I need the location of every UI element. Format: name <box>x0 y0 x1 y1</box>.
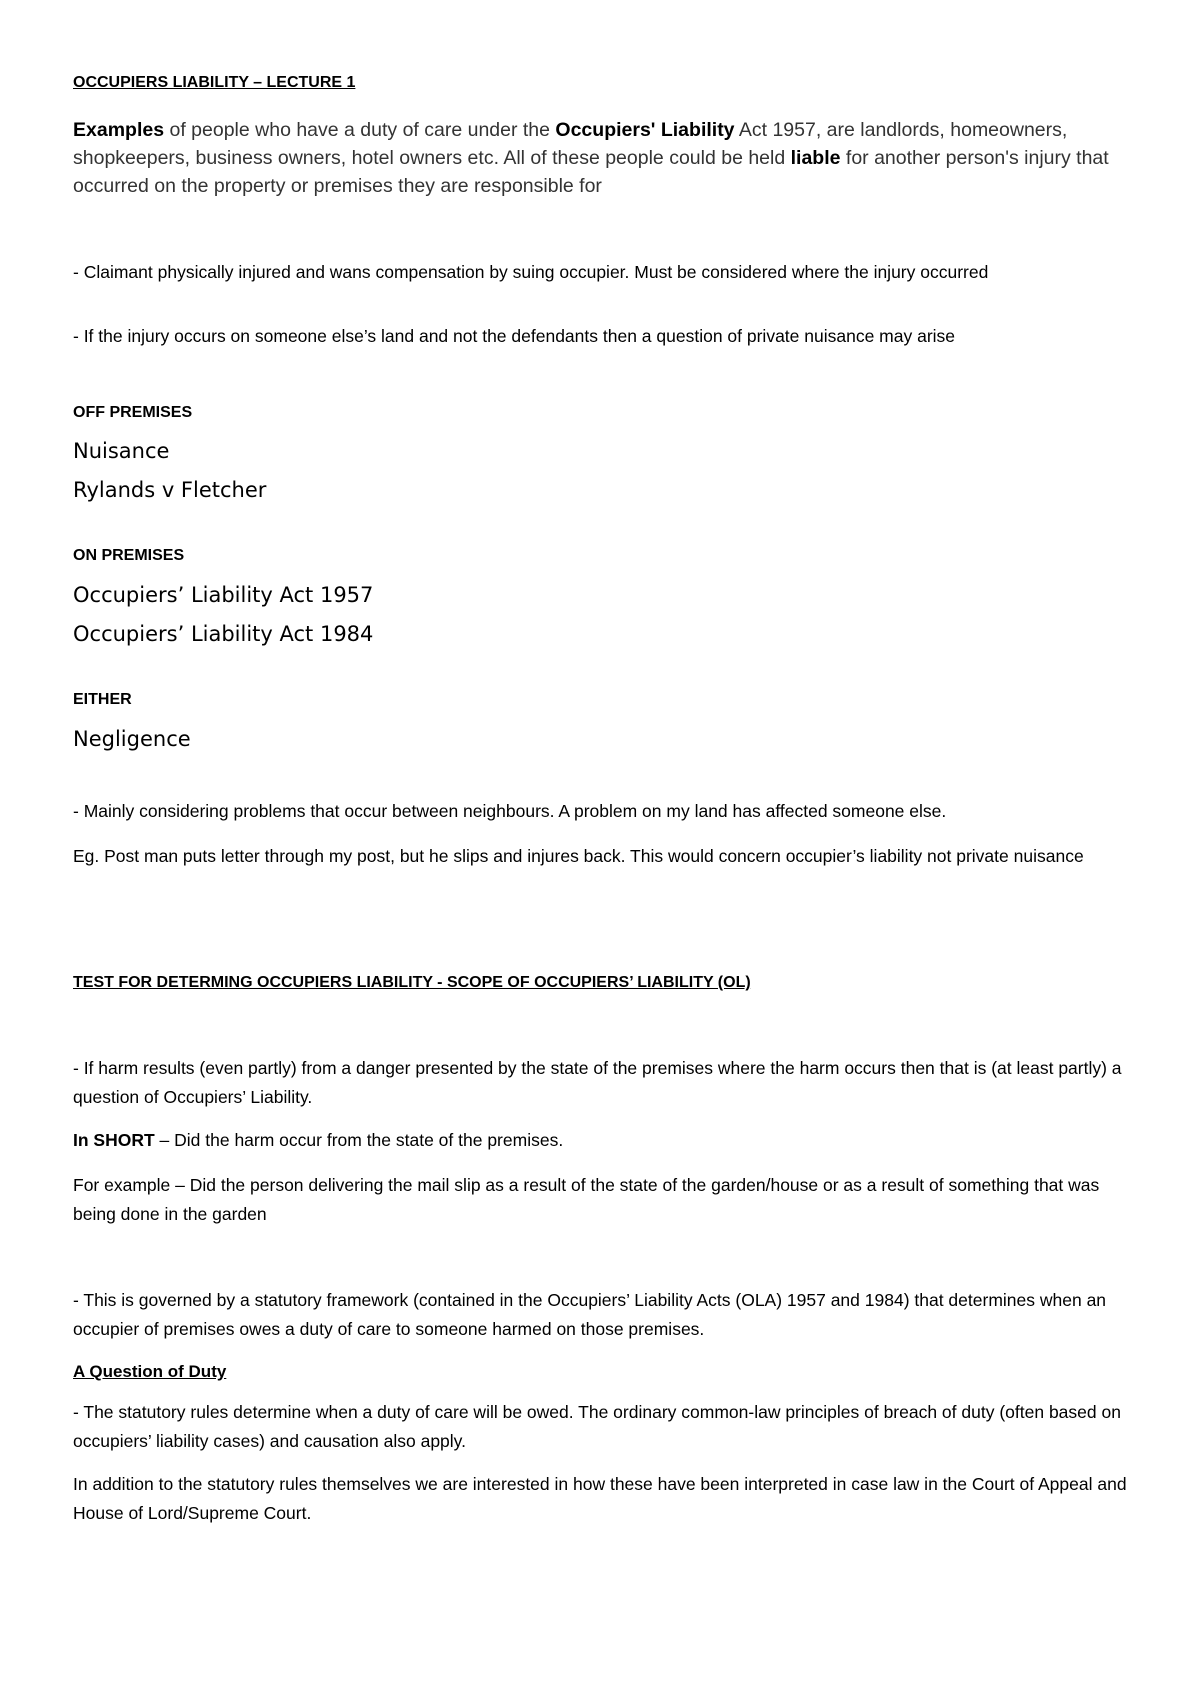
test-heading: TEST FOR DETERMING OCCUPIERS LIABILITY - SCOPE OF OCCUPIERS’ LIABILITY (OL) <box>73 974 751 991</box>
intro-bold-liable: liable <box>790 147 841 169</box>
duty-heading: A Question of Duty <box>73 1362 227 1381</box>
off-premises-heading: OFF PREMISES <box>73 404 193 421</box>
intro-paragraph: Examples of people who have a duty of care under the Occupiers' Liability Act 1957, are landlords, homeowners, shopkeepers, business owners, hotel owners etc. All of these people could be held liable for another person's injury that occurred on the property or premises they are responsible for <box>73 119 1109 197</box>
test-paragraph-example: For example – Did the person delivering the mail slip as a result of the state of the garden/house or as a result of something that was being done in the garden <box>73 1175 1100 1224</box>
point-postman-example: Eg. Post man puts letter through my post, but he slips and injures back. This would concern occupier’s liability not private nuisance <box>73 846 1084 866</box>
duty-paragraph-rules: - The statutory rules determine when a duty of care will be owed. The ordinary common-law principles of breach of duty (often based on occupiers’ liability cases) and causation also apply. <box>73 1402 1121 1451</box>
on-premises-heading: ON PREMISES <box>73 547 185 564</box>
test-paragraph-harm: - If harm results (even partly) from a danger presented by the state of the premises where the harm occurs then that is (at least partly) a question of Occupiers’ Liability. <box>73 1058 1122 1107</box>
point-neighbours: - Mainly considering problems that occur between neighbours. A problem on my land has affected someone else. <box>73 801 947 821</box>
either-item-negligence: Negligence <box>73 727 191 751</box>
test-paragraph-statutory: - This is governed by a statutory framework (contained in the Occupiers’ Liability Acts (OLA) 1957 and 1984) that determines when an occupier of premises owes a duty of care to someone harmed on those premises. <box>73 1290 1107 1339</box>
off-premises-item-nuisance: Nuisance <box>73 439 170 463</box>
intro-bold-occupiers-liability: Occupiers' Liability <box>555 119 735 141</box>
intro-bold-examples: Examples <box>73 119 165 141</box>
on-premises-item-ola-1957: Occupiers’ Liability Act 1957 <box>73 583 374 607</box>
document-title: OCCUPIERS LIABILITY – LECTURE 1 <box>73 74 356 91</box>
off-premises-item-rylands: Rylands v Fletcher <box>73 478 267 502</box>
point-private-nuisance: - If the injury occurs on someone else’s land and not the defendants then a question of private nuisance may arise <box>73 326 956 346</box>
test-paragraph-in-short: In SHORT – Did the harm occur from the state of the premises. <box>73 1130 564 1150</box>
duty-paragraph-case-law: In addition to the statutory rules themselves we are interested in how these have been interpreted in case law in the Court of Appeal and House of Lord/Supreme Court. <box>73 1474 1127 1523</box>
in-short-label: In SHORT <box>73 1130 155 1150</box>
point-claimant: - Claimant physically injured and wans compensation by suing occupier. Must be considered where the injury occurred <box>73 262 989 282</box>
either-heading: EITHER <box>73 691 132 708</box>
on-premises-item-ola-1984: Occupiers’ Liability Act 1984 <box>73 622 374 646</box>
